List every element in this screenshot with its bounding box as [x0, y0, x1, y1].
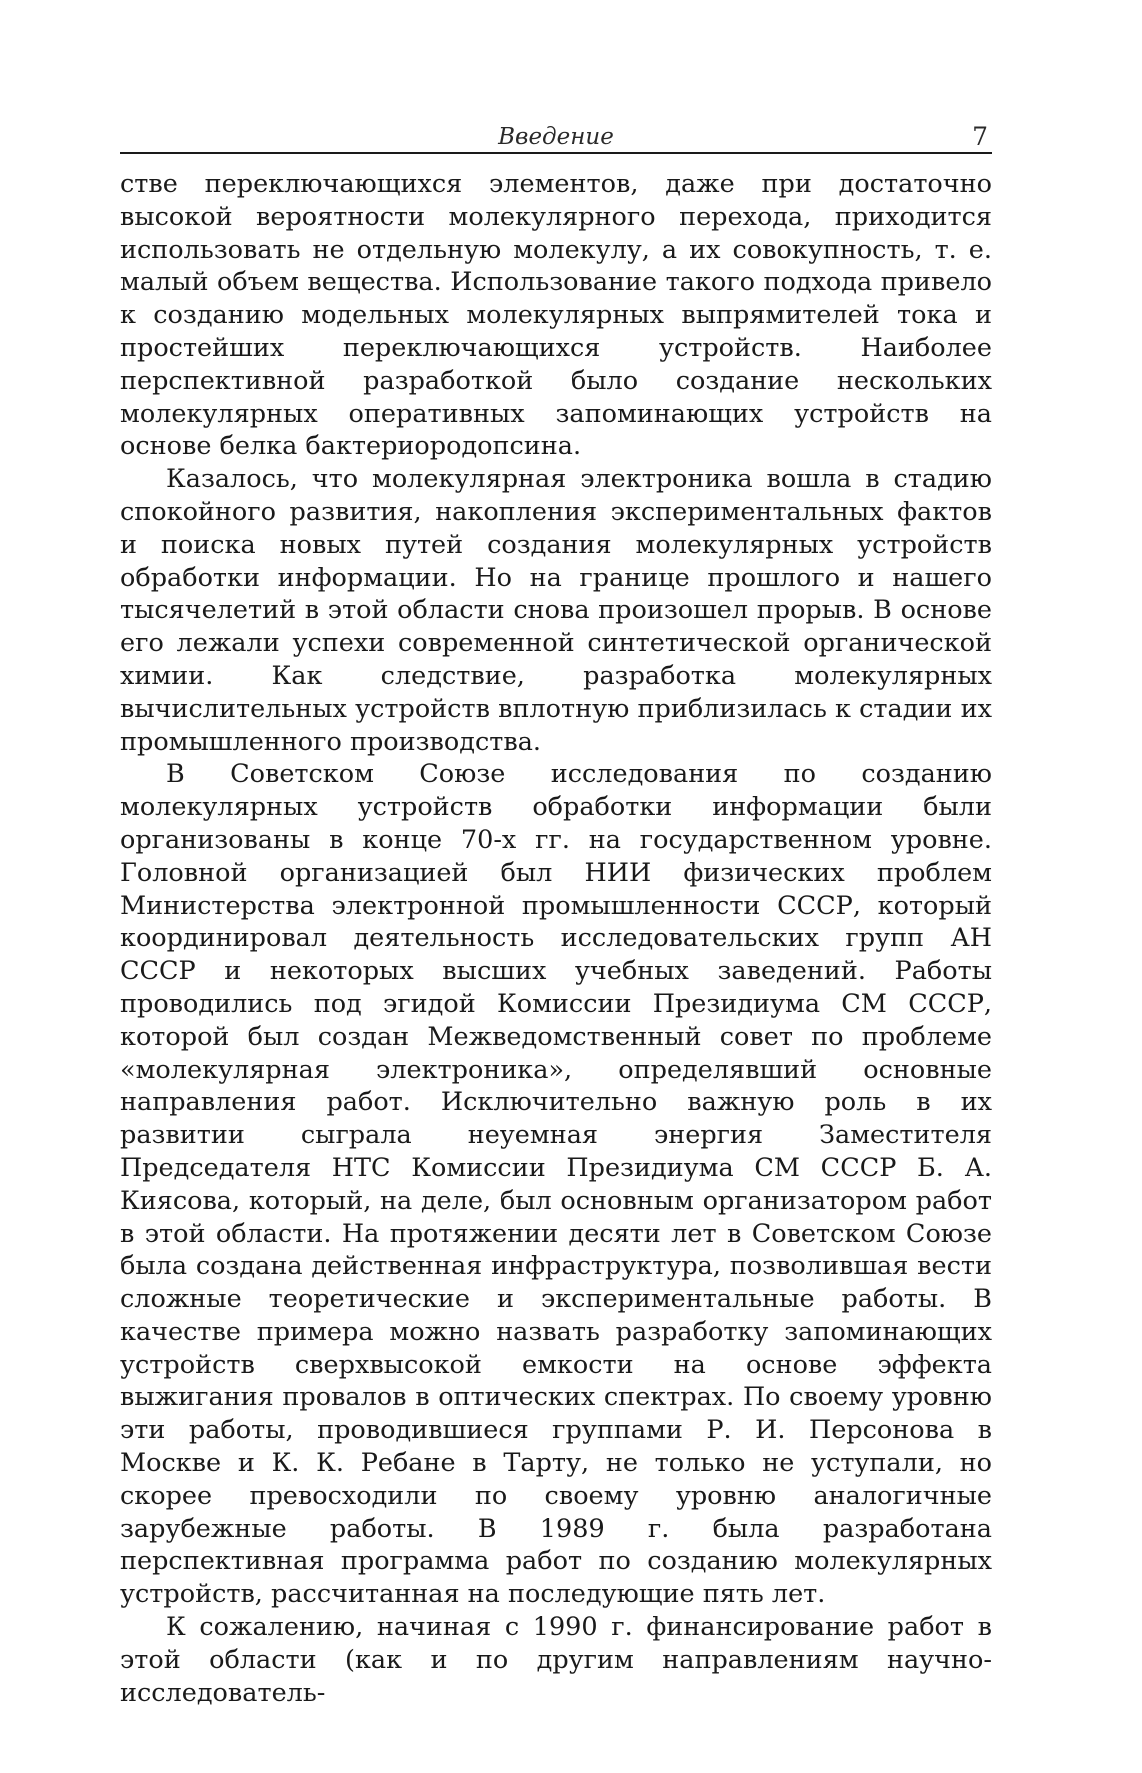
running-head [120, 118, 992, 154]
paragraph: Казалось, что молекулярная электроника вошла в стадию спокойного развития, накопления экспериментальных фактов и поиска новых путей создания молекулярных устройств обработки информации. Но на границе прошлого и нашего тысячелетий в этой области снова произошел прорыв. В основе его лежали успехи современной синтетической органической химии. Как следствие, разработка молекулярных вычислительных устройств вплотную приблизилась к стадии их промышленного производства. [120, 464, 992, 757]
body-text [120, 168, 992, 1709]
page-number: 7 [972, 122, 988, 151]
paragraph-continuation: стве переключающихся элементов, даже при достаточно высокой вероятности молекулярного перехода, приходится использовать не отдельную молекулу, а их совокупность, т. е. малый объем вещества. Использование такого подхода привело к созданию модельных молекулярных выпрямителей тока и простейших переключающихся устройств. Наиболее перспективной разработкой было создание нескольких молекулярных оперативных запоминающих устройств на основе белка бактериородопсина. [120, 169, 992, 462]
running-head-title: Введение [498, 124, 614, 150]
paragraph: К сожалению, начиная с 1990 г. финансирование работ в этой области (как и по другим направлениям научно-исследователь- [120, 1612, 992, 1708]
book-page [120, 118, 992, 1709]
paragraph: В Советском Союзе исследования по созданию молекулярных устройств обработки информации были организованы в конце 70-х гг. на государственном уровне. Головной организацией был НИИ физических проблем Министерства электронной промышленности СССР, который координировал деятельность исследовательских групп АН СССР и некоторых высших учебных заведений. Работы проводились под эгидой Комиссии Президиума СМ СССР, которой был создан Межведомственный совет по проблеме «молекулярная электроника», определявший основные направления работ. Исключительно важную роль в их развитии сыграла неуемная энергия Заместителя Председателя НТС Комиссии Президиума СМ СССР Б. А. Киясова, который, на деле, был основным организатором работ в этой области. На протяжении десяти лет в Советском Союзе была создана действенная инфраструктура, позволившая вести сложные теоретические и экспериментальные работы. В качестве примера можно назвать разработку запоминающих устройств сверхвысокой емкости на основе эффекта выжигания провалов в оптических спектрах. По своему уровню эти работы, проводившиеся группами Р. И. Персонова в Москве и К. К. Ребане в Тарту, не только не уступали, но скорее превосходили по своему уровню аналогичные зарубежные работы. В 1989 г. была разработана перспективная программа работ по созданию молекулярных устройств, рассчитанная на последующие пять лет. [120, 759, 992, 1610]
